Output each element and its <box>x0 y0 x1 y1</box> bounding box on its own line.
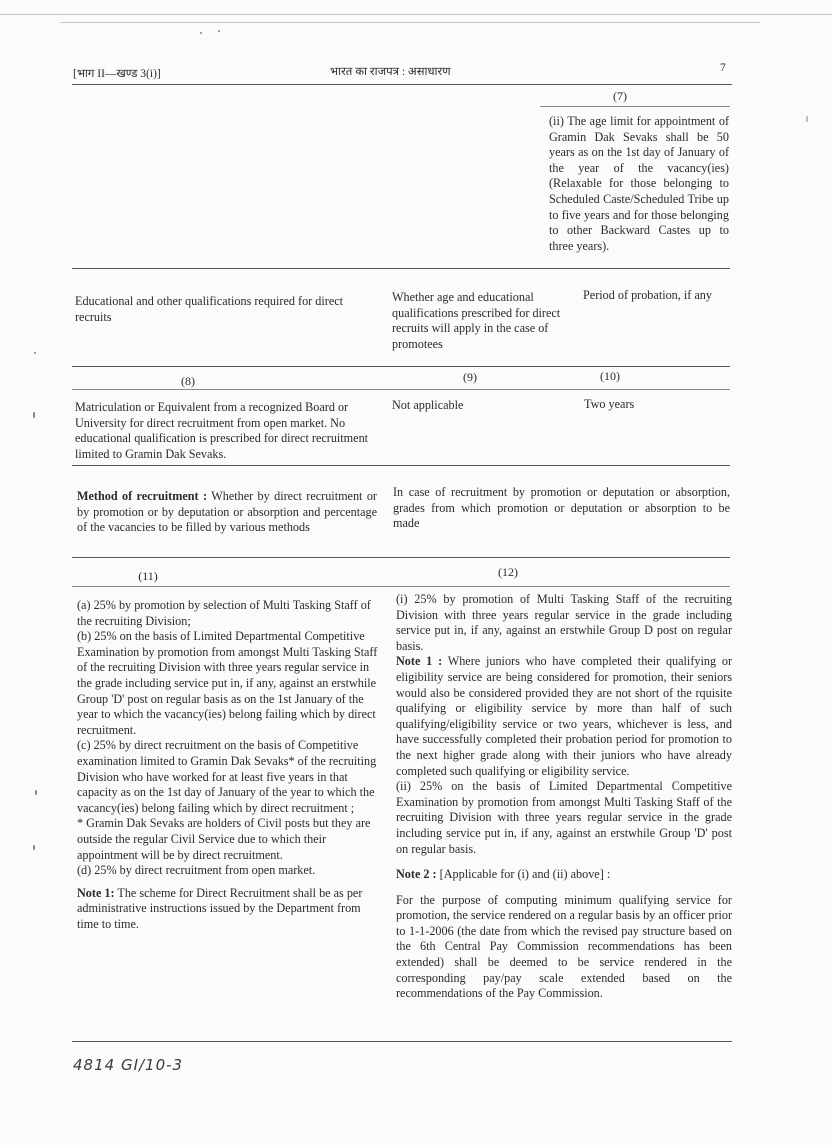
probation-value: Two years <box>584 397 635 411</box>
page-number: 7 <box>720 62 726 74</box>
column-number-11: (11) <box>138 569 158 583</box>
column-number-7: (7) <box>613 89 627 103</box>
section-rule-2 <box>72 366 730 367</box>
column-number-12: (12) <box>498 565 518 579</box>
scan-speck <box>806 116 808 122</box>
scan-edge-line <box>0 14 832 15</box>
promotion-note-2 <box>396 867 732 883</box>
qualifications-value: Matriculation or Equivalent from a recognized Board or University for direct recruitment from open market. No educational qualification is prescribed for direct recruitment limited to Gramin Dak Sevaks. <box>75 400 369 461</box>
scan-speck <box>33 845 35 850</box>
recruitment-method-a: (a) 25% by promotion by selection of Multi Tasking Staff of the recruiting Division; <box>77 598 371 628</box>
age-applicability-header: Whether age and educational qualifications prescribed for direct recruits will apply in the case of promotees <box>392 290 561 351</box>
section-rule-4 <box>72 557 730 558</box>
column-number-10: (10) <box>600 369 620 383</box>
age-applicability-value: Not applicable <box>392 398 464 412</box>
scan-speck <box>35 790 37 795</box>
promotion-note-1 <box>396 654 732 779</box>
note-2-label: Note 2 : <box>396 867 437 882</box>
column-number-rule-2 <box>72 586 730 587</box>
method-of-recruitment-header <box>77 489 377 536</box>
section-rule-1 <box>72 268 730 269</box>
column-number-8: (8) <box>181 374 195 388</box>
gazette-title: भारत का राजपत्र : असाधारण <box>330 66 451 78</box>
direct-recruitment-note <box>77 886 385 933</box>
bottom-rule <box>72 1041 732 1042</box>
method-header-rest: Whether by direct recruitment or by promotion or by deputation or absorption and percentage of the vacancies to be filled by various methods <box>77 489 377 535</box>
column-number-rule <box>72 389 730 390</box>
note-2-text: [Applicable for (i) and (ii) above] : <box>436 867 611 882</box>
scan-speck <box>34 352 36 354</box>
probation-header: Period of probation, if any <box>583 288 712 302</box>
recruitment-method-c: (c) 25% by direct recruitment on the basis of Competitive examination limited to Gramin Dak Sevaks* of the recruiting Division who have worked for at least five years in that capacity as on the 1st day of January of the year to which the vacancy(ies) belong failing which by direct recruitment ; <box>77 738 377 815</box>
promotion-grades-header: In case of recruitment by promotion or deputation or absorption, grades from which promotion or deputation or absorption to be made <box>393 485 730 531</box>
promotion-grades-column <box>396 592 732 1002</box>
scan-edge-line-2 <box>60 22 760 23</box>
column-rule <box>540 106 730 107</box>
recruitment-methods-list <box>77 598 385 932</box>
note-1-text-left: The scheme for Direct Recruitment shall be as per administrative instructions issued by the Department from time to time. <box>77 885 363 931</box>
qualifications-header: Educational and other qualifications required for direct recruits <box>75 294 344 324</box>
scan-speck <box>33 412 35 418</box>
age-limit-text: (ii) The age limit for appointment of Gramin Dak Sevaks shall be 50 years as on the 1st day of January of the year of the vacancy(ies) (Relaxable for those belonging to Scheduled Caste/Scheduled Tribe up to five years and for those belonging to other Backward Castes up to three years). <box>549 114 729 253</box>
recruitment-method-d: (d) 25% by direct recruitment from open market. <box>77 863 316 878</box>
gramin-dak-sevaks-footnote: * Gramin Dak Sevaks are holders of Civil posts but they are outside the regular Civil Service due to which their appointment will be by direct recruitment. <box>77 816 371 862</box>
handwritten-annotation: 4814 GI/10-3 <box>73 1056 184 1074</box>
note-1-text-right: Where juniors who have completed their qualifying or eligibility service are being considered for promotion, their seniors would also be considered provided they are not short of the rquisite qualifying or eligibility service by more than half of such qualifying/eligibility service or two years, whichever is less, and have successfully completed their probation period for promotion to the next higher grade along with their juniors who have already completed such qualifying or eligibility service. <box>396 654 732 778</box>
note-1-label-right: Note 1 : <box>396 654 443 669</box>
scan-speck <box>200 32 202 34</box>
column-number-9: (9) <box>463 370 477 384</box>
qualifying-service-paragraph: For the purpose of computing minimum qualifying service for promotion, the service rendered on a regular basis by an officer prior to 1-1-2006 (the date from which the revised pay structure based on the 6th Central Pay Commission recommendations has been extended) shall be deemed to be service rendered in the corresponding pay/pay scale extended based on the recommendations of the Pay Commission. <box>396 892 732 1001</box>
section-rule-3 <box>72 465 730 466</box>
page-section-label: [भाग II—खण्ड 3(i)] <box>73 68 161 80</box>
promotion-clause-i: (i) 25% by promotion of Multi Tasking Staff of the recruiting Division with three years regular service in the grade including service put in, if any, against an erstwhile Group D post on regular basis. <box>396 592 732 653</box>
scan-speck <box>218 30 220 32</box>
recruitment-method-b: (b) 25% on the basis of Limited Departmental Competitive Examination by promotion from amongst Multi Tasking Staff of the recruiting Division with three years regular service in the grade including service put in, if any, against an erstwhile Group 'D' post on regular basis as on the 1st January of the year to which the vacancy(ies) belong failing which by direct recruitment. <box>77 629 378 737</box>
note-1-label-left: Note 1: <box>77 885 115 900</box>
method-header-bold: Method of recruitment : <box>77 489 208 503</box>
promotion-clause-ii: (ii) 25% on the basis of Limited Departmental Competitive Examination by promotion from amongst Multi Tasking Staff of the recruiting Division with three years regular service in the grade including service put in, if any, against an erstwhile Group 'D' post on regular basis. <box>396 779 732 856</box>
header-rule <box>72 84 732 85</box>
